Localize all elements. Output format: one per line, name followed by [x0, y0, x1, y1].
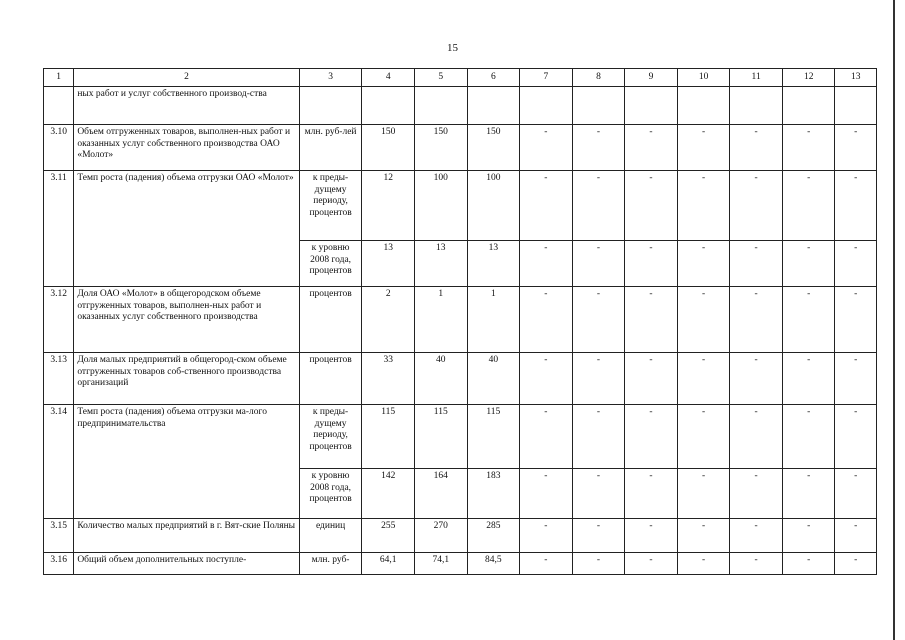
value-cell: - [730, 553, 783, 575]
unit-cell: к преды-дущему периоду, процентов [299, 405, 362, 469]
value-cell: - [572, 469, 625, 519]
value-cell: - [520, 241, 573, 287]
value-cell: 13 [467, 241, 520, 287]
unit-cell: млн. руб-лей [299, 125, 362, 171]
value-cell: - [835, 287, 877, 353]
value-cell: 183 [467, 469, 520, 519]
value-cell: - [782, 469, 835, 519]
row-number: 3.13 [44, 353, 74, 405]
value-cell: - [520, 171, 573, 241]
value-cell: 1 [467, 287, 520, 353]
value-cell: 13 [414, 241, 467, 287]
value-cell: - [730, 469, 783, 519]
table-row [44, 553, 877, 575]
value-cell: 142 [362, 469, 415, 519]
value-cell: - [520, 553, 573, 575]
value-cell: - [677, 125, 730, 171]
value-cell: - [835, 353, 877, 405]
indicator-cell: ных работ и услуг собственного производ-ства [74, 87, 299, 125]
value-cell: 12 [362, 171, 415, 241]
value-cell: 150 [414, 125, 467, 171]
value-cell: 33 [362, 353, 415, 405]
table-row [44, 405, 877, 469]
value-cell: - [782, 519, 835, 553]
value-cell: - [572, 519, 625, 553]
table-row [44, 171, 877, 241]
value-cell: 285 [467, 519, 520, 553]
value-cell: 255 [362, 519, 415, 553]
value-cell: 150 [467, 125, 520, 171]
value-cell [572, 87, 625, 125]
row-number: 3.11 [44, 171, 74, 287]
value-cell: - [572, 405, 625, 469]
value-cell: - [782, 171, 835, 241]
value-cell [362, 87, 415, 125]
value-cell: 164 [414, 469, 467, 519]
value-cell: - [835, 125, 877, 171]
value-cell: - [782, 287, 835, 353]
value-cell: - [625, 405, 678, 469]
value-cell: - [782, 241, 835, 287]
indicator-cell: Общий объем дополнительных поступле- [74, 553, 299, 575]
value-cell: 100 [414, 171, 467, 241]
header-row [44, 69, 877, 87]
row-number: 3.14 [44, 405, 74, 519]
value-cell: - [520, 353, 573, 405]
value-cell [677, 87, 730, 125]
value-cell: - [835, 519, 877, 553]
value-cell: 150 [362, 125, 415, 171]
unit-cell: к уровню 2008 года, процентов [299, 469, 362, 519]
value-cell: - [677, 469, 730, 519]
header-cell: 8 [572, 69, 625, 87]
header-cell: 10 [677, 69, 730, 87]
value-cell: - [730, 171, 783, 241]
row-number [44, 87, 74, 125]
value-cell: 64,1 [362, 553, 415, 575]
row-number: 3.10 [44, 125, 74, 171]
unit-cell: к преды-дущему периоду, процентов [299, 171, 362, 241]
value-cell: - [572, 287, 625, 353]
indicator-cell: Количество малых предприятий в г. Вят-ские Поляны [74, 519, 299, 553]
value-cell: - [677, 353, 730, 405]
indicator-cell: Объем отгруженных товаров, выполнен-ных работ и оказанных услуг собственного производства ОАО «Молот» [74, 125, 299, 171]
value-cell: - [625, 241, 678, 287]
header-cell: 6 [467, 69, 520, 87]
header-cell: 12 [782, 69, 835, 87]
table-row [44, 519, 877, 553]
unit-cell: процентов [299, 287, 362, 353]
value-cell [414, 87, 467, 125]
value-cell: - [782, 553, 835, 575]
value-cell: - [572, 125, 625, 171]
value-cell: - [625, 171, 678, 241]
value-cell: - [730, 241, 783, 287]
value-cell [730, 87, 783, 125]
value-cell: - [677, 241, 730, 287]
value-cell: 115 [467, 405, 520, 469]
unit-cell: единиц [299, 519, 362, 553]
value-cell: - [625, 125, 678, 171]
value-cell: 1 [414, 287, 467, 353]
value-cell [625, 87, 678, 125]
value-cell: - [520, 519, 573, 553]
table-row [44, 353, 877, 405]
header-cell: 7 [520, 69, 573, 87]
value-cell [782, 87, 835, 125]
row-number: 3.15 [44, 519, 74, 553]
header-cell: 3 [299, 69, 362, 87]
value-cell: - [520, 125, 573, 171]
value-cell: - [520, 469, 573, 519]
header-cell: 11 [730, 69, 783, 87]
value-cell: - [730, 353, 783, 405]
header-cell: 5 [414, 69, 467, 87]
value-cell: - [572, 353, 625, 405]
value-cell: 74,1 [414, 553, 467, 575]
value-cell: 2 [362, 287, 415, 353]
page-number: 15 [447, 42, 458, 54]
row-number: 3.16 [44, 553, 74, 575]
unit-cell: процентов [299, 353, 362, 405]
value-cell [835, 87, 877, 125]
value-cell: 115 [414, 405, 467, 469]
value-cell: - [625, 553, 678, 575]
value-cell: 115 [362, 405, 415, 469]
value-cell: - [677, 171, 730, 241]
value-cell: 270 [414, 519, 467, 553]
page-edge-line [893, 0, 895, 640]
value-cell: - [625, 469, 678, 519]
value-cell: - [625, 353, 678, 405]
value-cell: - [572, 553, 625, 575]
value-cell [467, 87, 520, 125]
value-cell: - [625, 287, 678, 353]
value-cell: - [730, 405, 783, 469]
header-cell: 2 [74, 69, 299, 87]
header-cell: 1 [44, 69, 74, 87]
value-cell: 100 [467, 171, 520, 241]
value-cell: 84,5 [467, 553, 520, 575]
value-cell: - [677, 405, 730, 469]
value-cell: - [782, 405, 835, 469]
unit-cell [299, 87, 362, 125]
value-cell: - [835, 405, 877, 469]
unit-cell: к уровню 2008 года, процентов [299, 241, 362, 287]
header-cell: 13 [835, 69, 877, 87]
value-cell: - [782, 125, 835, 171]
header-cell: 9 [625, 69, 678, 87]
value-cell: - [677, 287, 730, 353]
unit-cell: млн. руб- [299, 553, 362, 575]
indicators-table [43, 68, 877, 575]
value-cell: - [625, 519, 678, 553]
row-number: 3.12 [44, 287, 74, 353]
value-cell: - [572, 171, 625, 241]
value-cell: - [835, 171, 877, 241]
value-cell: - [730, 519, 783, 553]
value-cell: - [520, 405, 573, 469]
value-cell: - [730, 287, 783, 353]
indicator-cell: Темп роста (падения) объема отгрузки ма-лого предпринимательства [74, 405, 299, 519]
indicator-cell: Доля малых предприятий в общегород-ском объеме отгруженных товаров соб-ственного производства организаций [74, 353, 299, 405]
value-cell: - [520, 287, 573, 353]
value-cell: - [782, 353, 835, 405]
table-row [44, 287, 877, 353]
value-cell: - [677, 553, 730, 575]
value-cell: 40 [467, 353, 520, 405]
indicator-cell: Доля ОАО «Молот» в общегородском объеме отгруженных товаров, выполнен-ных работ и оказанных услуг собственного производства [74, 287, 299, 353]
value-cell: - [677, 519, 730, 553]
table-row [44, 87, 877, 125]
value-cell: 40 [414, 353, 467, 405]
value-cell [520, 87, 573, 125]
value-cell: - [835, 553, 877, 575]
value-cell: - [730, 125, 783, 171]
value-cell: - [572, 241, 625, 287]
value-cell: - [835, 469, 877, 519]
header-cell: 4 [362, 69, 415, 87]
value-cell: - [835, 241, 877, 287]
value-cell: 13 [362, 241, 415, 287]
indicator-cell: Темп роста (падения) объема отгрузки ОАО «Молот» [74, 171, 299, 287]
table-row [44, 125, 877, 171]
